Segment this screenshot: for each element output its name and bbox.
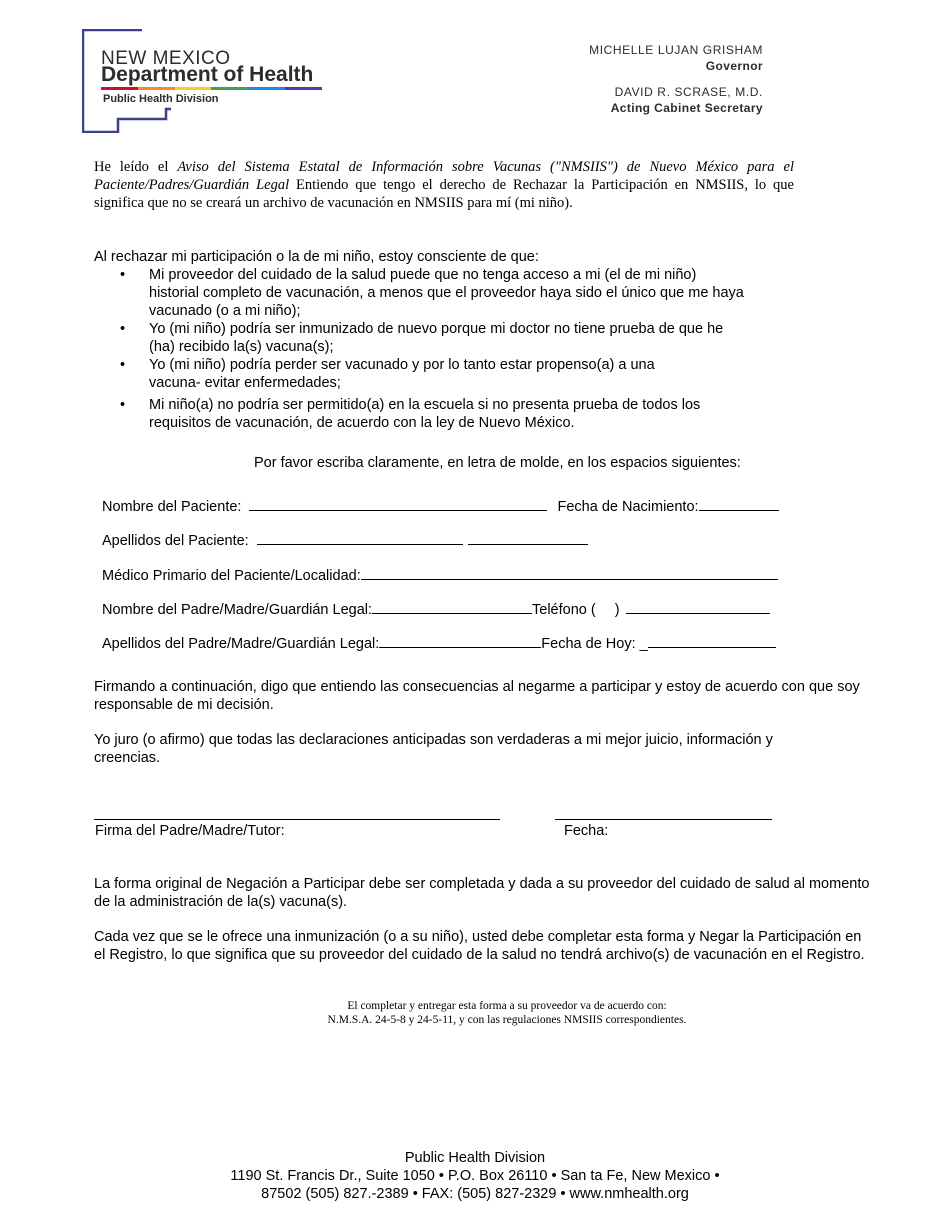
notice-title: Aviso del Sistema Estatal de Información sobre Vacunas ("NMSIIS") de Nuevo México para el Paciente/Padres/Guardián Legal [94, 159, 794, 193]
footer-division: Public Health Division [404, 1150, 546, 1166]
original-form-note: La forma original de Negación a Participar debe ser completada y dada a su proveedor del cuidado de salud al momento de la administración de la(s) vacuna(s). [94, 876, 870, 910]
patient-first-name-field[interactable] [249, 496, 547, 511]
patient-name-row [102, 496, 779, 515]
print-clearly-instructions: Por favor escriba claramente, en letra de molde, en los espacios siguientes: [254, 455, 741, 471]
intro-paragraph [94, 158, 794, 212]
signature-line[interactable] [94, 819, 500, 820]
phone-field[interactable] [626, 599, 770, 614]
awareness-lead: Al rechazar mi participación o la de mi niño, estoy consciente de que: [94, 249, 539, 265]
footer-contact: 87502 (505) 827.-2389 • FAX: (505) 827-2329 • www.nmhealth.org [261, 1186, 689, 1202]
logo-department-of-health: Department of Health [101, 63, 314, 86]
signature-label: Firma del Padre/Madre/Tutor: [95, 823, 285, 839]
primary-doctor-label: Médico Primario del Paciente/Localidad: [102, 568, 361, 584]
list-item-text: Yo (mi niño) podría ser inmunizado de nuevo porque mi doctor no tiene prueba de que he (ha) recibido la(s) vacuna(s); [149, 321, 724, 355]
phone-label: Teléfono ( [532, 602, 596, 618]
primary-doctor-row [102, 565, 778, 584]
list-item [94, 356, 709, 392]
birth-date-field[interactable] [699, 496, 779, 511]
guardian-last-name-label: Apellidos del Padre/Madre/Guardián Legal: [102, 636, 380, 652]
governor-name: MICHELLE LUJAN GRISHAM [589, 43, 763, 57]
stripe-segment [285, 87, 322, 90]
todays-date-label: Fecha de Hoy: [541, 636, 636, 652]
logo-new-mexico: NEW MEXICO [101, 48, 231, 69]
logo-public-health-division: Public Health Division [103, 93, 219, 105]
bullet-icon: • [120, 321, 126, 337]
list-item-text: Yo (mi niño) podría perder ser vacunado y por lo tanto estar propenso(a) a una vacuna- evitar enfermedades; [149, 357, 655, 391]
guardian-first-name-field[interactable] [372, 599, 532, 614]
governor-title: Governor [705, 59, 763, 73]
guardian-name-row [102, 599, 770, 618]
guardian-last-name-field[interactable] [379, 633, 541, 648]
patient-second-last-name-field[interactable] [468, 530, 588, 545]
intro-prefix: He leído el [94, 159, 178, 175]
birth-date-label: Fecha de Nacimiento: [557, 499, 699, 515]
list-item [94, 266, 749, 320]
patient-first-name-label: Nombre del Paciente: [102, 499, 242, 515]
patient-last-name-field[interactable] [257, 530, 463, 545]
secretary-title: Acting Cabinet Secretary [610, 101, 763, 115]
oath-paragraph: Yo juro (o afirmo) que todas las declaraciones anticipadas son verdaderas a mi mejor juicio, información y creencias. [94, 732, 773, 766]
guardian-last-name-row [102, 633, 776, 652]
bullet-icon: • [120, 267, 126, 283]
stripe-segment [138, 87, 175, 90]
stripe-segment [211, 87, 248, 90]
primary-doctor-field[interactable] [361, 565, 778, 580]
legal-note-line1: El completar y entregar esta forma a su proveedor va de acuerdo con: [347, 1000, 667, 1012]
secretary-name: DAVID R. SCRASE, M.D. [614, 85, 763, 99]
bullet-icon: • [120, 357, 126, 373]
phone-close-paren: ) [614, 602, 620, 618]
awareness-list [94, 266, 794, 432]
patient-last-name-label: Apellidos del Paciente: [102, 533, 249, 549]
signature-date-label: Fecha: [564, 823, 609, 839]
list-item [94, 320, 749, 356]
signature-date-line[interactable] [555, 819, 772, 820]
stripe-segment [248, 87, 285, 90]
footer-address: 1190 St. Francis Dr., Suite 1050 • P.O. Box 26110 • San ta Fe, New Mexico • [230, 1168, 720, 1184]
patient-last-name-row [102, 530, 588, 549]
each-immunization-note: Cada vez que se le ofrece una inmunización (o a su niño), usted debe completar esta forma y Negar la Participación en el Registro, lo que significa que su proveedor del cuidado de la salud no tendrá archivo(s) de vacunación en el Registro. [94, 929, 865, 963]
guardian-first-name-label: Nombre del Padre/Madre/Guardián Legal: [102, 602, 373, 618]
todays-date-field[interactable] [648, 633, 776, 648]
stripe-segment [175, 87, 212, 90]
consent-paragraph: Firmando a continuación, digo que entiendo las consecuencias al negarme a participar y estoy de acuerdo con que soy responsable de mi decisión. [94, 679, 860, 713]
list-item-text: Mi proveedor del cuidado de la salud puede que no tenga acceso a mi (el de mi niño) historial completo de vacunación, a menos que el proveedor haya sido el único que me haya vacunado (o a mi niño); [149, 267, 744, 319]
legal-note-line2: N.M.S.A. 24-5-8 y 24-5-11, y con las regulaciones NMSIIS correspondientes. [327, 1014, 687, 1026]
logo-color-stripe [101, 87, 322, 90]
list-item-text: Mi niño(a) no podría ser permitido(a) en la escuela si no presenta prueba de todos los requisitos de vacunación, de acuerdo con la ley de Nuevo México. [149, 397, 701, 431]
stripe-segment [101, 87, 138, 90]
list-item [94, 396, 709, 432]
bullet-icon: • [120, 397, 126, 413]
todays-date-prefix: _ [639, 636, 648, 652]
intro-suffix: Entiendo que tengo el derecho de Rechazar la Participación en NMSIIS, lo que significa que no se creará un archivo de vacunación en NMSIIS para mí (mi niño). [94, 177, 794, 211]
